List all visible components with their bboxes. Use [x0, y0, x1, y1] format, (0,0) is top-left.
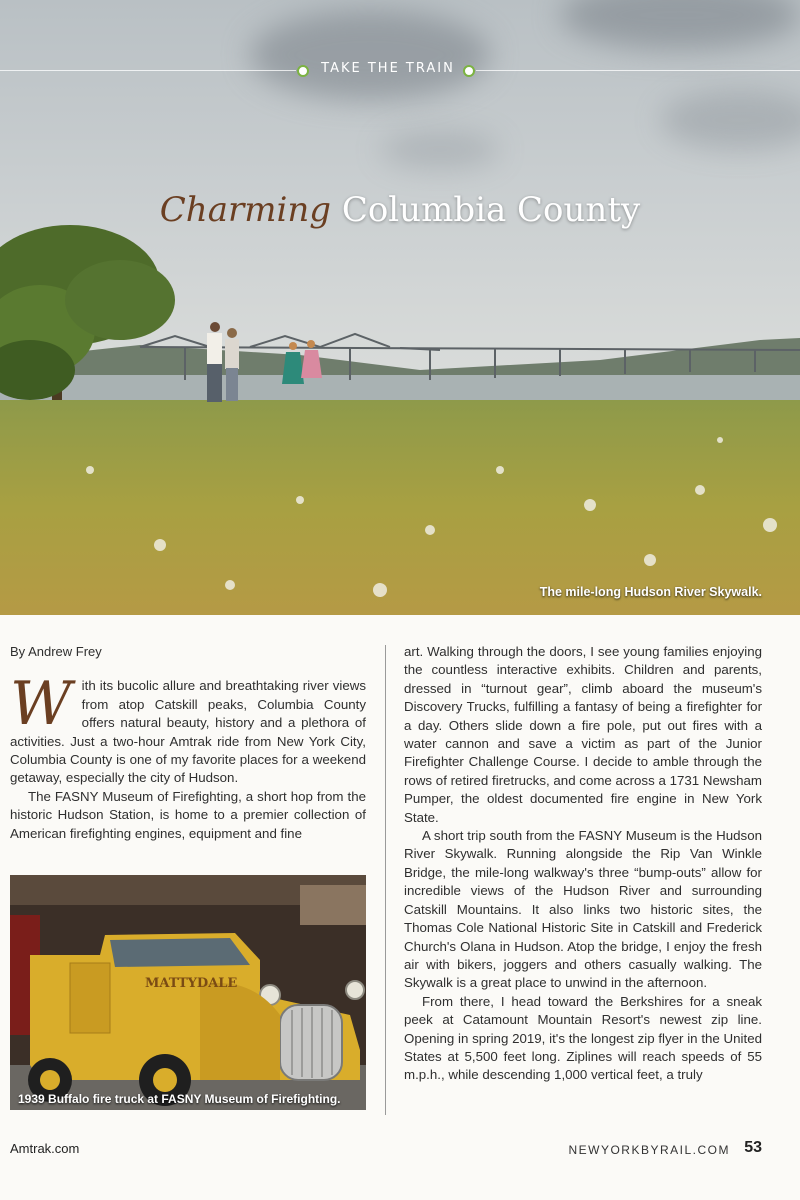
section-bullet-left: [297, 65, 309, 77]
headline: [0, 190, 800, 230]
section-bullet-right: [463, 65, 475, 77]
column-divider: [385, 645, 386, 1115]
paragraph: A short trip south from the FASNY Museum is the Hudson River Skywalk. Running alongside the Rip Van Winkle Bridge, the mile-long walkway's three “bump-outs” allow for incredible views of the Hudson River and surrounding Catskill Mountains. It also links two historic sites, the Thomas Cole National Historic Site in Catskill and Frederick Church's Olana in Hudson. Atop the bridge, I enjoy the fresh air with bikers, joggers and others casually walking. The Skywalk is a great place to unwind in the afternoon.: [404, 828, 762, 991]
hero-caption: The mile-long Hudson River Skywalk.: [539, 585, 762, 599]
truck-door-lettering: MATTYDALE: [145, 976, 238, 991]
paragraph: The FASNY Museum of Firefighting, a short hop from the historic Hudson Station, is home to a premier collection of American firefighting engines, equipment and fine: [10, 788, 366, 841]
paragraph: art. Walking through the doors, I see young families enjoying the countless interactive exhibits. Children and parents, dressed in “turnout gear”, climb aboard the museum's Discovery Trucks, fulfilling a fantasy of being a firefighter for a day. Others slide down a fire pole, put out fires with a water cannon and save a victim as part of the Junior Firefighter Challenge Course. I decide to amble through the rows of retired firetrucks, and come across a 1731 Newsham Pumper, the oldest documented fire engine in New York State.: [404, 644, 762, 825]
paragraph-text: ith its bucolic allure and breathtaking river views from atop Catskill peaks, Columbia County offers natural beauty, history and a plethora of activities. Just a two-hour Amtrak ride from New York City, Columbia County is one of my favorite places for a weekend getaway, especially the city of Hudson.: [10, 678, 366, 786]
footer-site-link[interactable]: NEWYORKBYRAIL.COM: [568, 1143, 730, 1157]
truck-caption: 1939 Buffalo fire truck at FASNY Museum of Firefighting.: [18, 1092, 341, 1106]
headline-italic: Charming: [159, 190, 332, 230]
page-number: 53: [744, 1139, 762, 1156]
headline-rest: Columbia County: [331, 190, 641, 230]
drop-cap: W: [10, 669, 72, 740]
paragraph: [10, 669, 366, 787]
article-column-left: [10, 643, 366, 843]
section-rule-right: [476, 70, 800, 71]
section-rule-left: [0, 70, 296, 71]
fire-truck-photo: [10, 875, 366, 1110]
byline: By Andrew Frey: [10, 644, 102, 659]
fire-truck-illustration: [10, 875, 366, 1110]
section-label: TAKE THE TRAIN: [321, 61, 455, 76]
article-column-right: [404, 643, 762, 1085]
paragraph: From there, I head toward the Berkshires for a sneak peek at Catamount Mountain Resort's newest zip line. Opening in spring 2019, it's the longest zip flyer in the United States at 5,500 feet long. Ziplines will reach speeds of 55 m.p.h., while descending 1,000 vertical feet, a truly: [404, 993, 762, 1083]
footer-amtrak-link[interactable]: Amtrak.com: [10, 1141, 80, 1156]
